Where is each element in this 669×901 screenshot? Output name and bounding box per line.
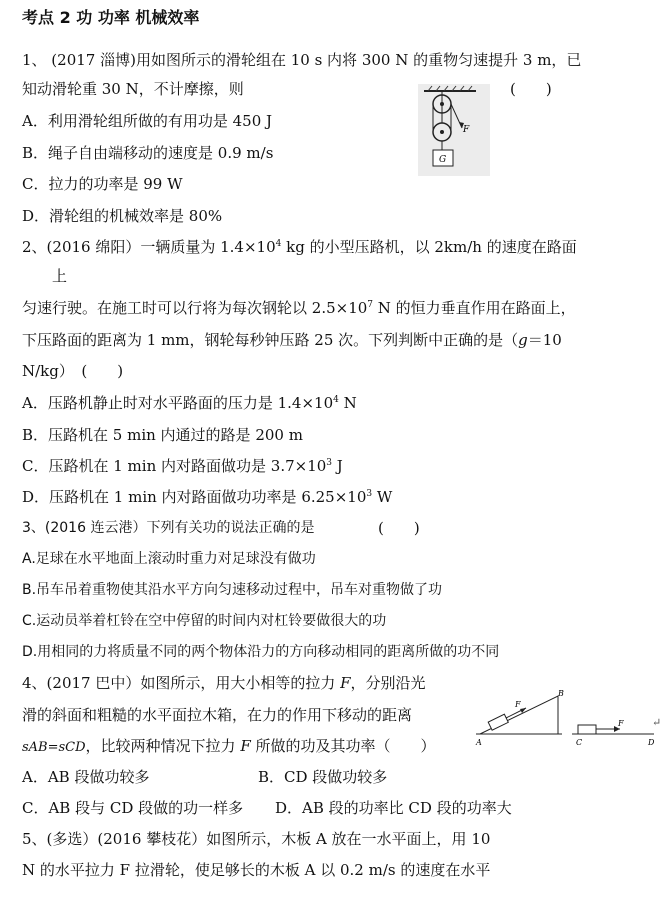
q4-figure-f1: F (515, 700, 521, 709)
q4-stem-line1: 4、(2017 巴中）如图所示，用大小相等的拉力 F，分别沿光 (22, 674, 426, 692)
q5-stem-line1: 5、(多选）(2016 攀枝花）如图所示，木板 A 放在一水平面上，用 10 (22, 830, 491, 848)
q1-option-a: A．利用滑轮组所做的有用功是 450 J (22, 112, 273, 130)
q4-stem-line3: sAB=sCD，比较两种情况下拉力 F 所做的功及其功率（ ） (22, 737, 436, 755)
q2-stem-line2: 匀速行驶。在施工时可以行将为每次钢轮以 $2.5\times 10^7$ N 的恒力垂直作用在路面上， (22, 299, 576, 317)
q4-figure-f2: F (618, 719, 624, 728)
q1-option-b: B．绳子自由端移动的速度是 0.9 m/s (22, 144, 274, 162)
q1-answer-blank: ( ) (510, 80, 552, 98)
pulley-system-figure (418, 84, 490, 176)
q2-stem-line1: 2、(2016 绵阳）一辆质量为 $1.4\times 10^4$ kg 的小型压路机，以 2km/h 的速度在路面 (22, 238, 577, 256)
q4-option-a: A．AB 段做功较多 (22, 768, 150, 786)
q4-figure-b: B (558, 690, 564, 698)
q3-stem: 3、(2016 连云港）下列有关功的说法正确的是 (22, 520, 315, 536)
q4-option-b: B．CD 段做功较多 (258, 768, 388, 786)
q1-option-c: C．拉力的功率是 99 W (22, 175, 183, 193)
incline-and-plane-figure (468, 690, 664, 752)
q3-answer-blank: ( ) (378, 519, 420, 537)
q2-option-b: B．压路机在 5 min 内通过的路是 200 m (22, 426, 303, 444)
return-mark-icon: ↵ (652, 716, 662, 729)
figure-weight-label: G (439, 155, 447, 165)
q5-stem-line2: N 的水平拉力 F 拉滑轮，使足够长的木板 A 以 0.2 m/s 的速度在水平 (22, 861, 491, 879)
q4-stem-line2: 滑的斜面和粗糙的水平面拉木箱，在力的作用下移动的距离 (22, 706, 413, 724)
q2-stem-line1-wrap: 上 (52, 267, 68, 285)
q2-stem-line3: 下压路面的距离为 1 mm，钢轮每秒钟压路 25 次。下列判断中正确的是（g＝10 (22, 331, 562, 349)
q1-stem-line1: 1、 (2017 淄博)用如图所示的滑轮组在 10 s 内将 300 N 的重物匀速提升 3 m，已 (22, 51, 582, 69)
q4-figure-d: D (648, 738, 655, 747)
q1-stem-line2: 知动滑轮重 30 N，不计摩擦，则 (22, 80, 244, 98)
q2-option-d: D．压路机在 1 min 内对路面做功功率是 $6.25\times 10^3$ W (22, 488, 393, 506)
q3-option-d: D.用相同的力将质量不同的两个物体沿力的方向移动相同的距离所做的功不同 (22, 644, 500, 660)
q3-option-a: A.足球在水平地面上滚动时重力对足球没有做功 (22, 551, 316, 567)
q3-option-b: B.吊车吊着重物使其沿水平方向匀速移动过程中，吊车对重物做了功 (22, 582, 443, 598)
q4-figure-c: C (576, 738, 583, 747)
q4-option-d: D．AB 段的功率比 CD 段的功率大 (275, 799, 512, 817)
q1-option-d: D．滑轮组的机械效率是 80% (22, 207, 223, 225)
q4-option-c: C．AB 段与 CD 段做的功一样多 (22, 799, 244, 817)
section-title: 考点 2 功 功率 机械效率 (22, 8, 200, 27)
q2-stem-line4: N/kg） ( ) (22, 362, 124, 380)
q3-option-c: C.运动员举着杠铃在空中停留的时间内对杠铃要做很大的功 (22, 613, 387, 629)
q4-figure-a: A (476, 738, 482, 747)
q2-option-a: A．压路机静止时对水平路面的压力是 $1.4\times 10^4$ N (22, 394, 357, 412)
q2-option-c: C．压路机在 1 min 内对路面做功是 $3.7\times 10^3$ J (22, 457, 343, 475)
figure-force-label: F (463, 125, 470, 135)
